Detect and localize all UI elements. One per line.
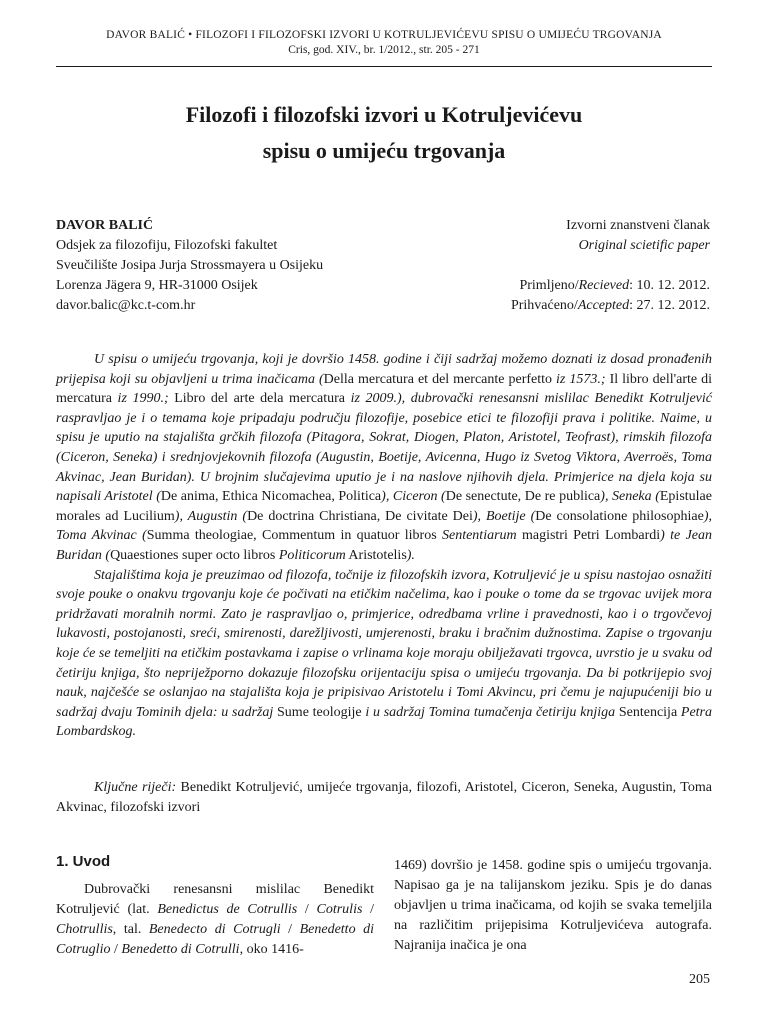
text-run: De senectute, De re publica <box>445 489 601 505</box>
text-run: De consolatione philosophiae <box>535 508 704 524</box>
accepted-line <box>410 296 710 316</box>
author-name: DAVOR BALIĆ <box>56 218 154 233</box>
text-run: , oko 1416- <box>239 942 304 957</box>
text-run: ), Toma Akvinac ( <box>56 508 712 544</box>
article-type-hr: Izvorni znanstveni članak <box>566 218 710 233</box>
article-meta <box>410 216 710 316</box>
author-address: Lorenza Jägera 9, HR-31000 Osijek <box>56 278 258 293</box>
section-heading: 1. Uvod <box>56 853 111 870</box>
title-line-1: Filozofi i filozofski izvori u Kotruljevićevu <box>185 102 583 127</box>
text-run: / <box>110 942 122 957</box>
author-university: Sveučilište Josipa Jurja Strossmayera u Osijeku <box>56 258 324 273</box>
text-run: Stajalištima koja je preuzimao od filozofa, točnije iz filozofskih izvora, Kotruljević je u spisu nastojao osnažiti svoje pouke o onakvu trgovanju koje će počivati na etičkim načelima, kao i pouke o tome da se trgovac uvijek mora pridržavati moralnih normi. Zato je raspravljao o, primjerice, odredbama vrline i pravednosti, kao i o trgovčevoj lukavosti, postojanosti, sreći, smirenosti, darežljivosti, umjerenosti, braku i bračnim dužnostima. Zapise o trgovanju koje će se temeljiti na etičkim postavkama i zapise o vrlinama koje moraju obilježavati trgovca, uvrstio je u svaku od četiriju knjiga, što nepriježporno dokazuje filozofsku orijentaciju spisa o umijeću trgovanja. Da bi potkrijepio svoj nauk, najčešće se oslanjao na stajališta koja je pripisivao Aristotelu i Tomi Akvincu, pri čemu je najupućeniji bio u sadržaj dvaju Tominih djela: u sadržaj <box>56 567 712 720</box>
text-run: Quaestiones super octo libros <box>110 547 279 563</box>
received-label-en: Recieved <box>578 278 630 293</box>
accepted-label-en: Accepted <box>577 298 630 313</box>
text-run: U spisu o umijeću trgovanja, koji je dovršio 1458. godine i čiji sadržaj možemo doznati iz dosad pronađenih prijepisa koji su objavljeni u trima inačicama ( <box>56 352 712 387</box>
article-type-en: Original scietific paper <box>578 238 710 253</box>
text-run: ), Seneka ( <box>600 489 660 505</box>
accepted-date: : 27. 12. 2012. <box>629 298 710 313</box>
received-line <box>410 276 710 296</box>
text-run: Benedetto di Cotrulli <box>121 942 240 957</box>
text-run: iz 1990.; <box>111 391 175 407</box>
text-run: ). <box>406 547 415 563</box>
title-line-2: spisu o umijeću trgovanja <box>262 138 506 163</box>
article-title <box>56 97 712 169</box>
text-run: Sententiarum <box>441 528 517 544</box>
text-run: Politicorum <box>278 547 346 563</box>
abstract-paragraph-1 <box>56 350 712 566</box>
author-email: davor.balic@kc.t-com.hr <box>56 298 196 313</box>
text-run: / <box>362 902 375 917</box>
received-date: : 10. 12. 2012. <box>629 278 710 293</box>
author-department: Odsjek za filozofiju, Filozofski fakultet <box>56 238 278 253</box>
body-column-left <box>56 852 374 960</box>
text-run: Petra Lombardskog. <box>56 704 712 740</box>
text-run: De doctrina Christiana, De civitate Dei <box>247 508 473 524</box>
page-number: 205 <box>689 972 710 987</box>
text-run: Libro del arte dela mercatura <box>174 391 346 407</box>
text-run: ), Augustin ( <box>174 508 248 524</box>
body-column-right <box>394 856 712 956</box>
text-run: Summa theologiae, Commentum in quatuor libros <box>146 528 442 544</box>
text-run: Dubrovački renesansni mislilac Benedikt Kotruljević (lat. <box>56 882 374 917</box>
text-run: ) te Jean Buridan ( <box>56 528 713 563</box>
keywords <box>56 778 712 818</box>
author-block <box>56 216 416 316</box>
text-run: Della mercatura et del mercante perfetto <box>323 371 553 387</box>
text-run: De anima, Ethica Nicomachea, Politica <box>160 489 382 505</box>
text-run: ), Ciceron ( <box>381 489 446 505</box>
text-run: iz 1573.; <box>552 371 610 387</box>
accepted-label: Prihvaćeno/ <box>510 298 578 313</box>
text-run: magistri Petri Lombardi <box>516 528 661 544</box>
text-run: Sentencija <box>618 704 678 720</box>
abstract <box>56 350 712 742</box>
text-run: Benedecto di Cotrugli <box>148 922 281 937</box>
running-header <box>56 28 712 58</box>
received-label: Primljeno/ <box>519 278 579 293</box>
text-run: Il libro dell'arte di mercatura <box>56 371 713 407</box>
text-run: Benedictus de Cotrullis <box>157 902 298 917</box>
meta-spacer <box>410 256 710 276</box>
header-rule <box>56 66 712 67</box>
intro-paragraph-start <box>56 880 374 960</box>
text-run: Epistulae morales ad Lucilium <box>56 489 712 524</box>
text-run: Cotrulis <box>316 902 363 917</box>
abstract-paragraph-2 <box>56 566 712 742</box>
text-run: , tal. <box>112 922 149 937</box>
text-run: ), Boetije ( <box>472 508 536 524</box>
text-run: / <box>297 902 317 917</box>
text-run: Aristotelis <box>345 547 407 563</box>
text-run: Benedetto di Cotruglio <box>56 922 374 957</box>
text-run: iz 2009.), dubrovački renesansni mislilac Benedikt Kotruljević raspravljao je i o temama koje pripadaju području filozofije, posebice etici te filozofiji prava i politike. Naime, u spisu je uputio na stajališta grčkih filozofa (Pitagora, Sokrat, Diogen, Platon, Aristotel, Teofrast), rimskih filozofa (Ciceron, Seneka) i srednjovjekovnih filozofa (Augustin, Boetije, Avicenna, Hugo iz Svetog Viktora, Averroës, Toma Akvinac, Jean Buridan). U brojnim slučajevima uputio je i na naslove njihovih djela. Primjerice na djela koja su napisali Aristotel ( <box>56 391 712 505</box>
text-run: i u sadržaj Tomina tumačenja četiriju knjiga <box>361 704 619 720</box>
text-run: / <box>280 922 300 937</box>
keywords-text: Benedikt Kotruljević, umijeće trgovanja, filozofi, Aristotel, Ciceron, Seneka, Augustin, Toma Akvinac, filozofski izvori <box>56 780 712 815</box>
running-title: DAVOR BALIĆ • FILOZOFI I FILOZOFSKI IZVORI U KOTRULJEVIĆEVU SPISU O UMIJEĆU TRGOVANJA <box>106 29 662 41</box>
intro-paragraph-continued: 1469) dovršio je 1458. godine spis o umijeću trgovanja. Napisao ga je na talijanskom jeziku. Spis je do danas objavljen u trima inačicama, od kojih se svaka temeljila na različitim prijepisima Kotruljevićeva autografa. Najranija inačica je ona <box>394 858 712 953</box>
text-run: Sume teologije <box>277 704 362 720</box>
keywords-label: Ključne riječi: <box>94 780 177 795</box>
journal-reference: Cris, god. XIV., br. 1/2012., str. 205 - 271 <box>288 44 480 56</box>
text-run: Chotrullis <box>56 922 113 937</box>
